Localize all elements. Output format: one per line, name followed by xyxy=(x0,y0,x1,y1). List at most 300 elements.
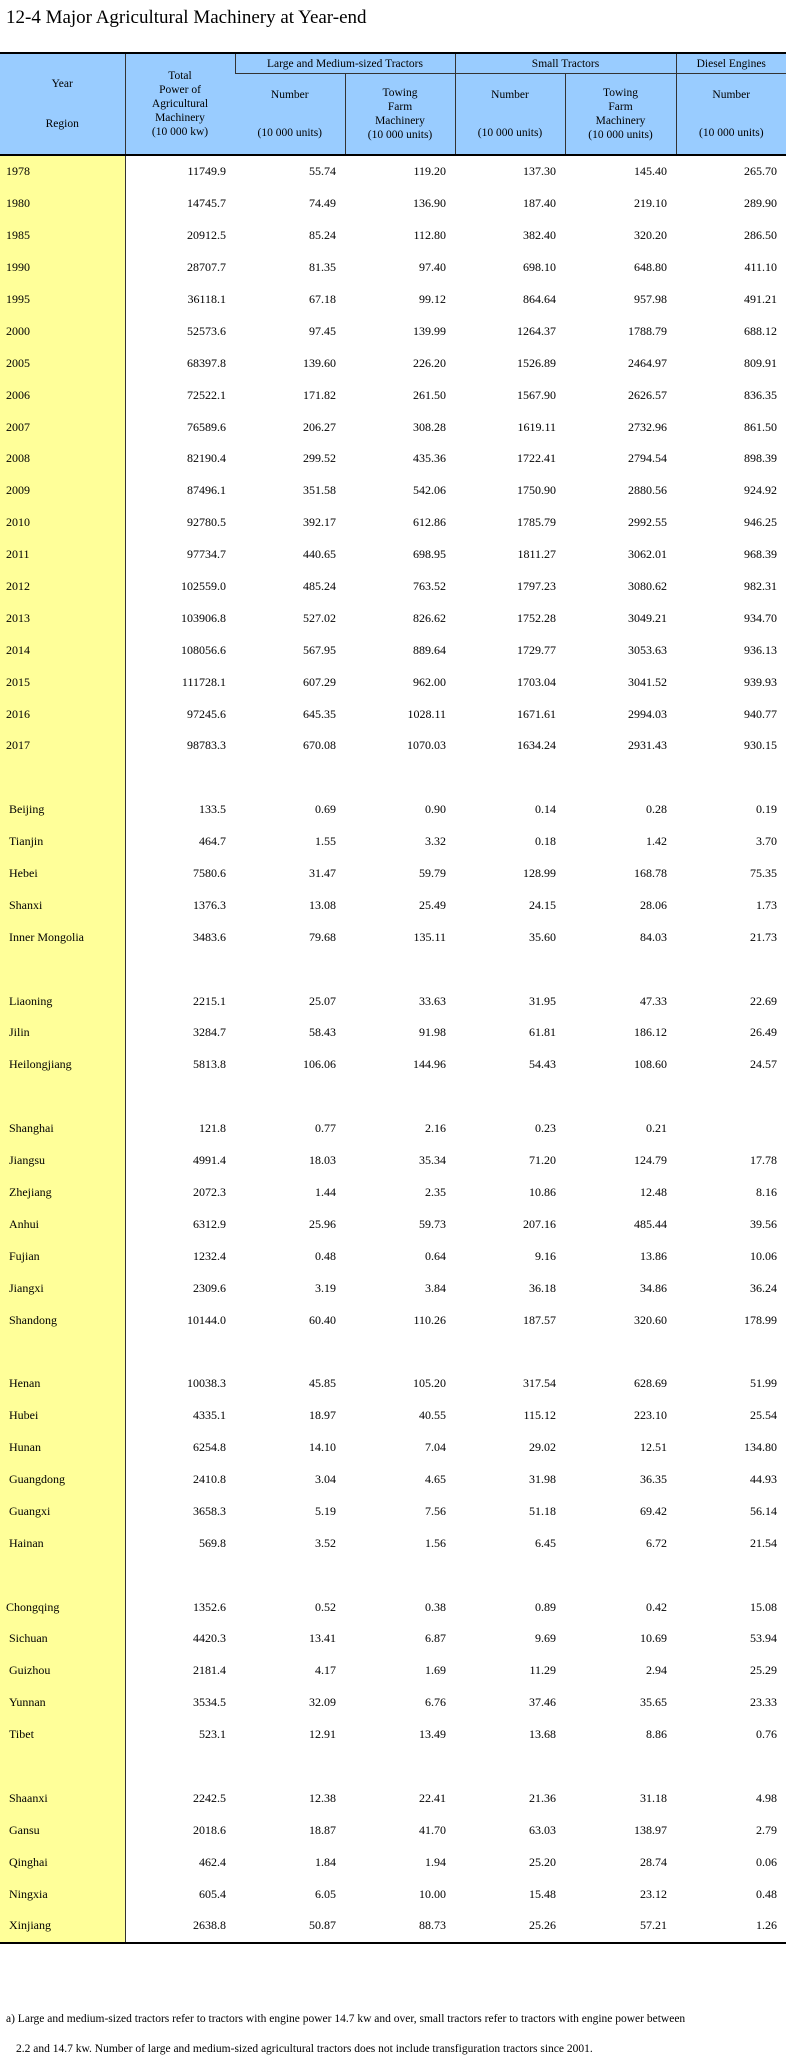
value-cell: 144.96 xyxy=(413,1057,446,1072)
large-number-header: Number (10 000 units) xyxy=(235,74,345,156)
row-label: 2007 xyxy=(0,411,125,443)
value-cell: 6.45 xyxy=(535,1535,556,1550)
row-label: Guangdong xyxy=(0,1464,125,1496)
table-row xyxy=(0,252,786,284)
value-cell: 567.95 xyxy=(303,642,336,657)
value-cell: 2.94 xyxy=(646,1663,668,1678)
value-cell: 138.97 xyxy=(634,1822,668,1837)
value-cell: 10.86 xyxy=(529,1184,556,1199)
row-label: Xinjiang xyxy=(0,1910,125,1943)
table-row xyxy=(0,1177,786,1209)
row-label: 1980 xyxy=(0,188,125,220)
value-cell: 24.57 xyxy=(750,1057,778,1072)
value-cell: 930.15 xyxy=(744,738,778,753)
value-cell: 3041.52 xyxy=(628,674,668,689)
value-cell: 58.43 xyxy=(309,1025,336,1040)
value-cell: 11.29 xyxy=(529,1663,556,1678)
value-cell: 1671.61 xyxy=(517,706,556,721)
value-cell: 71.20 xyxy=(529,1153,556,1168)
value-cell: 52573.6 xyxy=(187,323,226,338)
value-cell: 51.18 xyxy=(529,1503,556,1518)
spacer-cell xyxy=(235,762,345,794)
large-tractors-header: Large and Medium-sized Tractors xyxy=(235,53,455,74)
value-cell: 103906.8 xyxy=(181,610,226,625)
value-cell: 485.24 xyxy=(303,579,336,594)
row-label: 1985 xyxy=(0,220,125,252)
value-cell: 8.86 xyxy=(646,1727,668,1742)
value-cell: 1.56 xyxy=(425,1535,446,1550)
value-cell: 5.19 xyxy=(315,1503,336,1518)
row-label: 2006 xyxy=(0,379,125,411)
value-cell: 18.03 xyxy=(309,1153,336,1168)
row-label: Ningxia xyxy=(0,1878,125,1910)
value-cell: 47.33 xyxy=(640,993,668,1008)
value-cell: 12.91 xyxy=(309,1727,336,1742)
value-cell: 134.80 xyxy=(744,1440,778,1455)
spacer-row xyxy=(0,762,786,794)
value-cell: 1264.37 xyxy=(517,323,556,338)
value-cell: 31.98 xyxy=(529,1471,556,1486)
value-cell: 688.12 xyxy=(744,323,778,338)
value-cell: 0.89 xyxy=(535,1599,556,1614)
spacer-cell xyxy=(455,953,565,985)
table-row xyxy=(0,634,786,666)
value-cell: 74.49 xyxy=(309,196,336,211)
value-cell: 207.16 xyxy=(523,1216,556,1231)
value-cell: 3483.6 xyxy=(193,929,226,944)
value-cell: 1567.90 xyxy=(517,387,556,402)
value-cell: 3.84 xyxy=(425,1280,446,1295)
value-cell: 5813.8 xyxy=(193,1057,226,1072)
value-cell: 72522.1 xyxy=(187,387,226,402)
table-row xyxy=(0,1145,786,1177)
value-cell: 4.65 xyxy=(425,1471,446,1486)
row-label: Jiangsu xyxy=(0,1145,125,1177)
value-cell xyxy=(676,1113,786,1145)
value-cell: 115.12 xyxy=(523,1408,556,1423)
spacer-cell xyxy=(676,1559,786,1591)
value-cell: 645.35 xyxy=(303,706,336,721)
value-cell: 411.10 xyxy=(744,260,778,275)
value-cell: 112.80 xyxy=(413,228,446,243)
value-cell: 10.00 xyxy=(419,1886,446,1901)
value-cell: 44.93 xyxy=(750,1471,778,1486)
value-cell: 25.29 xyxy=(750,1663,778,1678)
value-cell: 102559.0 xyxy=(181,579,226,594)
value-cell: 3062.01 xyxy=(628,547,668,562)
value-cell: 1.44 xyxy=(315,1184,336,1199)
table-row xyxy=(0,666,786,698)
value-cell: 35.60 xyxy=(529,929,556,944)
value-cell: 0.69 xyxy=(315,802,336,817)
value-cell: 136.90 xyxy=(413,196,446,211)
value-cell: 464.7 xyxy=(199,834,226,849)
value-cell: 15.08 xyxy=(750,1599,778,1614)
value-cell: 178.99 xyxy=(744,1312,778,1327)
table-row xyxy=(0,1623,786,1655)
value-cell: 10.69 xyxy=(640,1631,668,1646)
value-cell: 1.26 xyxy=(676,1910,786,1943)
value-cell: 105.20 xyxy=(413,1376,446,1391)
value-cell: 4335.1 xyxy=(193,1408,226,1423)
value-cell: 698.10 xyxy=(523,260,556,275)
value-cell: 67.18 xyxy=(309,292,336,306)
value-cell: 1028.11 xyxy=(407,706,446,721)
table-row xyxy=(0,1687,786,1719)
value-cell: 6254.8 xyxy=(193,1440,226,1455)
table-row xyxy=(0,1432,786,1464)
value-cell: 1.55 xyxy=(315,834,336,849)
table-row xyxy=(0,507,786,539)
spacer-cell xyxy=(235,1559,345,1591)
value-cell: 0.42 xyxy=(646,1599,668,1614)
spacer-cell xyxy=(565,1559,676,1591)
value-cell: 2410.8 xyxy=(193,1471,226,1486)
value-cell: 1526.89 xyxy=(517,355,556,370)
row-label: Hubei xyxy=(0,1400,125,1432)
value-cell: 2794.54 xyxy=(628,451,668,466)
spacer-cell xyxy=(676,1336,786,1368)
value-cell: 864.64 xyxy=(523,292,556,306)
value-cell: 14745.7 xyxy=(187,196,226,211)
value-cell: 1352.6 xyxy=(193,1599,226,1614)
value-cell: 97.40 xyxy=(419,260,446,275)
footnote-line-2: 2.2 and 14.7 kw. Number of large and medium-sized agricultural tractors does not include transfiguration tractors since 2001. xyxy=(16,2043,593,2055)
value-cell: 542.06 xyxy=(413,483,446,498)
row-label: Sichuan xyxy=(0,1623,125,1655)
table-row xyxy=(0,1368,786,1400)
value-cell: 31.18 xyxy=(640,1790,668,1805)
value-cell: 25.96 xyxy=(309,1216,336,1231)
value-cell: 10038.3 xyxy=(187,1376,226,1391)
spacer-cell xyxy=(0,1559,125,1591)
row-label: Hainan xyxy=(0,1527,125,1559)
value-cell: 97.45 xyxy=(309,323,336,338)
row-label: 2000 xyxy=(0,315,125,347)
year-header: Year xyxy=(51,78,73,90)
page-title: 12-4 Major Agricultural Machinery at Year-end xyxy=(6,7,367,28)
value-cell: 108.60 xyxy=(634,1057,668,1072)
value-cell: 168.78 xyxy=(634,866,668,881)
table-row xyxy=(0,985,786,1017)
value-cell: 11749.9 xyxy=(187,164,226,179)
spacer-cell xyxy=(676,953,786,985)
spacer-cell xyxy=(345,1336,455,1368)
value-cell: 3049.21 xyxy=(628,610,668,625)
row-label: 2013 xyxy=(0,602,125,634)
value-cell: 3053.63 xyxy=(628,642,668,657)
row-label: Tibet xyxy=(0,1719,125,1751)
value-cell: 36.35 xyxy=(640,1471,668,1486)
row-label: Guizhou xyxy=(0,1655,125,1687)
spacer-cell xyxy=(345,1559,455,1591)
value-cell: 21.54 xyxy=(750,1535,778,1550)
value-cell: 968.39 xyxy=(744,547,778,562)
value-cell: 0.18 xyxy=(535,834,556,849)
value-cell: 28707.7 xyxy=(187,260,226,275)
table-row xyxy=(0,1049,786,1081)
value-cell: 91.98 xyxy=(419,1025,446,1040)
value-cell: 1785.79 xyxy=(517,515,556,530)
machinery-table xyxy=(0,52,786,1944)
row-label: Hunan xyxy=(0,1432,125,1464)
value-cell: 2931.43 xyxy=(628,738,668,753)
table-row xyxy=(0,794,786,826)
value-cell: 809.91 xyxy=(744,355,778,370)
row-label: 2005 xyxy=(0,347,125,379)
value-cell: 223.10 xyxy=(634,1408,668,1423)
value-cell: 4991.4 xyxy=(193,1153,226,1168)
value-cell: 861.50 xyxy=(744,419,778,434)
value-cell: 6312.9 xyxy=(193,1216,226,1231)
value-cell: 1752.28 xyxy=(517,610,556,625)
spacer-cell xyxy=(345,762,455,794)
table-row xyxy=(0,188,786,220)
table-row xyxy=(0,602,786,634)
row-label: Fujian xyxy=(0,1240,125,1272)
value-cell: 21.73 xyxy=(750,929,778,944)
value-cell: 97245.6 xyxy=(187,706,226,721)
value-cell: 4.98 xyxy=(756,1790,778,1805)
table-row xyxy=(0,1655,786,1687)
value-cell: 97734.7 xyxy=(187,547,226,562)
diesel-number-header: Number (10 000 units) xyxy=(676,74,786,156)
value-cell: 1.42 xyxy=(646,834,668,849)
spacer-cell xyxy=(455,1559,565,1591)
spacer-cell xyxy=(125,762,235,794)
value-cell: 3.32 xyxy=(425,834,446,849)
value-cell: 940.77 xyxy=(744,706,778,721)
row-label: Beijing xyxy=(0,794,125,826)
table-row xyxy=(0,730,786,762)
table-row xyxy=(0,1017,786,1049)
value-cell: 0.77 xyxy=(315,1121,336,1136)
row-label: 1995 xyxy=(0,284,125,316)
value-cell: 21.36 xyxy=(529,1790,556,1805)
value-cell: 63.03 xyxy=(529,1822,556,1837)
row-label: 1990 xyxy=(0,252,125,284)
value-cell: 76589.6 xyxy=(187,419,226,434)
value-cell: 25.26 xyxy=(455,1910,565,1943)
row-label: 2008 xyxy=(0,443,125,475)
value-cell: 36.18 xyxy=(529,1280,556,1295)
value-cell: 299.52 xyxy=(303,451,336,466)
value-cell: 28.74 xyxy=(640,1854,668,1869)
value-cell: 1376.3 xyxy=(193,897,226,912)
table-row xyxy=(0,220,786,252)
value-cell: 119.20 xyxy=(413,164,446,179)
row-label: Yunnan xyxy=(0,1687,125,1719)
spacer-row xyxy=(0,1081,786,1113)
value-cell: 0.14 xyxy=(535,802,556,817)
spacer-row xyxy=(0,1559,786,1591)
value-cell: 527.02 xyxy=(303,610,336,625)
row-label: Qinghai xyxy=(0,1846,125,1878)
table-row xyxy=(0,889,786,921)
value-cell: 7.04 xyxy=(425,1440,446,1455)
value-cell: 6.72 xyxy=(646,1535,668,1550)
spacer-cell xyxy=(345,1751,455,1783)
spacer-cell xyxy=(0,1751,125,1783)
value-cell: 286.50 xyxy=(744,228,778,243)
value-cell: 939.93 xyxy=(744,674,778,689)
value-cell: 59.73 xyxy=(419,1216,446,1231)
value-cell: 13.08 xyxy=(309,897,336,912)
value-cell: 670.08 xyxy=(303,738,336,753)
value-cell: 226.20 xyxy=(413,355,446,370)
value-cell: 1729.77 xyxy=(517,642,556,657)
value-cell: 39.56 xyxy=(750,1216,778,1231)
table-row xyxy=(0,411,786,443)
value-cell: 0.06 xyxy=(756,1854,778,1869)
value-cell: 0.90 xyxy=(425,802,446,817)
spacer-cell xyxy=(676,762,786,794)
value-cell: 3080.62 xyxy=(628,579,668,594)
spacer-cell xyxy=(125,953,235,985)
value-cell: 13.49 xyxy=(419,1727,446,1742)
value-cell: 0.48 xyxy=(315,1248,336,1263)
value-cell: 186.12 xyxy=(634,1025,668,1040)
value-cell: 382.40 xyxy=(523,228,556,243)
diesel-engines-header: Diesel Engines xyxy=(676,53,786,74)
value-cell: 946.25 xyxy=(744,515,778,530)
value-cell: 25.49 xyxy=(419,897,446,912)
spacer-cell xyxy=(235,1081,345,1113)
value-cell: 31.95 xyxy=(529,993,556,1008)
value-cell: 2992.55 xyxy=(628,515,668,530)
value-cell: 57.21 xyxy=(565,1910,676,1943)
table-row xyxy=(0,1113,786,1145)
spacer-cell xyxy=(125,1559,235,1591)
value-cell: 36118.1 xyxy=(187,292,226,306)
value-cell: 261.50 xyxy=(413,387,446,402)
value-cell: 35.34 xyxy=(419,1153,446,1168)
spacer-cell xyxy=(0,1336,125,1368)
spacer-cell xyxy=(455,1336,565,1368)
spacer-cell xyxy=(565,1336,676,1368)
row-label: Chongqing xyxy=(0,1591,125,1623)
table-row xyxy=(0,1495,786,1527)
value-cell: 607.29 xyxy=(303,674,336,689)
spacer-row xyxy=(0,1336,786,1368)
value-cell: 121.8 xyxy=(199,1121,226,1136)
spacer-cell xyxy=(0,953,125,985)
spacer-row xyxy=(0,953,786,985)
row-label: Heilongjiang xyxy=(0,1049,125,1081)
value-cell: 0.28 xyxy=(646,802,668,817)
value-cell: 1232.4 xyxy=(193,1248,226,1263)
value-cell: 6.87 xyxy=(425,1631,446,1646)
value-cell: 12.38 xyxy=(309,1790,336,1805)
spacer-cell xyxy=(345,1081,455,1113)
value-cell: 308.28 xyxy=(413,419,446,434)
value-cell: 836.35 xyxy=(744,387,778,402)
value-cell: 826.62 xyxy=(413,610,446,625)
value-cell: 61.81 xyxy=(529,1025,556,1040)
value-cell: 698.95 xyxy=(413,547,446,562)
value-cell: 22.69 xyxy=(750,993,778,1008)
value-cell: 41.70 xyxy=(419,1822,446,1837)
table-row xyxy=(0,475,786,507)
value-cell: 2464.97 xyxy=(628,355,668,370)
row-label: Guangxi xyxy=(0,1495,125,1527)
value-cell: 0.76 xyxy=(756,1727,778,1742)
value-cell: 1.73 xyxy=(756,897,778,912)
value-cell: 2.35 xyxy=(425,1184,446,1199)
value-cell: 2018.6 xyxy=(193,1822,226,1837)
value-cell: 36.24 xyxy=(750,1280,778,1295)
value-cell: 35.65 xyxy=(640,1695,668,1710)
value-cell: 936.13 xyxy=(744,642,778,657)
spacer-cell xyxy=(565,762,676,794)
row-label: Henan xyxy=(0,1368,125,1400)
table-row xyxy=(0,698,786,730)
value-cell: 628.69 xyxy=(634,1376,668,1391)
value-cell: 569.8 xyxy=(199,1535,226,1550)
value-cell: 1750.90 xyxy=(517,483,556,498)
value-cell: 31.47 xyxy=(309,866,336,881)
value-cell: 0.38 xyxy=(425,1599,446,1614)
spacer-cell xyxy=(125,1081,235,1113)
value-cell: 84.03 xyxy=(640,929,668,944)
total-power-header: Total Power of Agricultural Machinery (10 000 kw) xyxy=(125,53,235,155)
small-number-header: Number (10 000 units) xyxy=(455,74,565,156)
value-cell: 24.15 xyxy=(529,897,556,912)
table-row xyxy=(0,1719,786,1751)
row-label: 2009 xyxy=(0,475,125,507)
value-cell: 1703.04 xyxy=(517,674,556,689)
value-cell: 139.60 xyxy=(303,355,336,370)
value-cell: 56.14 xyxy=(750,1503,778,1518)
spacer-cell xyxy=(0,1081,125,1113)
value-cell: 351.58 xyxy=(303,483,336,498)
spacer-cell xyxy=(235,1751,345,1783)
value-cell: 23.12 xyxy=(640,1886,668,1901)
value-cell: 2181.4 xyxy=(193,1663,226,1678)
value-cell: 69.42 xyxy=(640,1503,668,1518)
table-row xyxy=(0,284,786,316)
value-cell: 1.69 xyxy=(425,1663,446,1678)
value-cell: 55.74 xyxy=(309,164,336,179)
footnote xyxy=(6,2004,778,2064)
value-cell: 462.4 xyxy=(199,1854,226,1869)
large-towing-header: Towing Farm Machinery (10 000 units) xyxy=(345,74,455,156)
spacer-cell xyxy=(455,1081,565,1113)
spacer-cell xyxy=(455,762,565,794)
value-cell: 68397.8 xyxy=(187,355,226,370)
value-cell: 3.70 xyxy=(756,834,778,849)
row-label: Shandong xyxy=(0,1304,125,1336)
value-cell: 982.31 xyxy=(744,579,778,594)
value-cell: 898.39 xyxy=(744,451,778,466)
value-cell: 0.23 xyxy=(535,1121,556,1136)
value-cell: 0.52 xyxy=(315,1599,336,1614)
value-cell: 137.30 xyxy=(523,164,556,179)
table-row xyxy=(0,443,786,475)
value-cell: 2309.6 xyxy=(193,1280,226,1295)
value-cell: 13.41 xyxy=(309,1631,336,1646)
value-cell: 18.97 xyxy=(309,1408,336,1423)
value-cell: 22.41 xyxy=(419,1790,446,1805)
value-cell: 889.64 xyxy=(413,642,446,657)
value-cell: 85.24 xyxy=(309,228,336,243)
table-row xyxy=(0,1304,786,1336)
spacer-cell xyxy=(235,953,345,985)
row-label: 2014 xyxy=(0,634,125,666)
value-cell: 320.20 xyxy=(634,228,668,243)
table-row xyxy=(0,379,786,411)
value-cell: 87496.1 xyxy=(187,483,226,498)
